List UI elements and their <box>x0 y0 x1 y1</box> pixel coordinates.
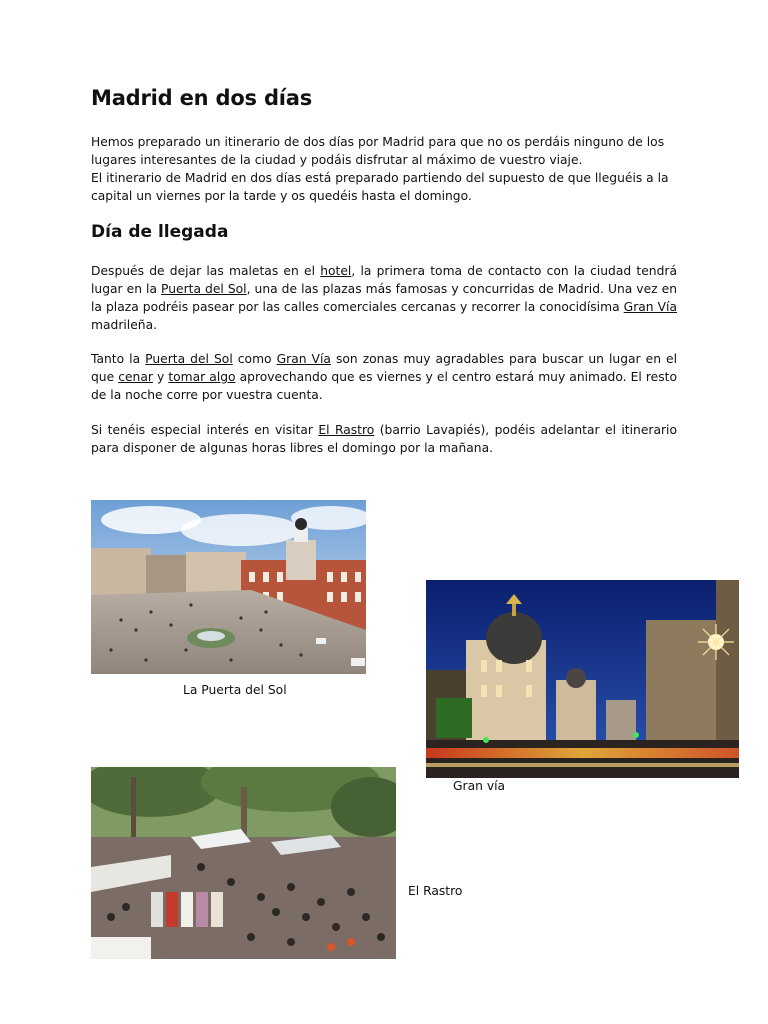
text-run: (barrio Lavapiés), podéis adelantar el itinerario para disponer de algunas horas libres el domingo por la mañana. <box>91 423 677 455</box>
link-tomar-algo[interactable]: tomar algo <box>168 370 236 384</box>
section-title: Día de llegada <box>91 222 229 242</box>
link-el-rastro[interactable]: El Rastro <box>318 423 375 437</box>
text-run: madrileña. <box>91 318 158 332</box>
intro-line-2: El itinerario de Madrid en dos días está preparado partiendo del supuesto de que lleguéis a la capital un viernes por la tarde y os quedéis hasta el domingo. <box>91 171 669 203</box>
puerta-del-sol-photo <box>91 500 366 674</box>
page-title: Madrid en dos días <box>91 86 313 110</box>
text-run: Después de dejar las maletas en el <box>91 264 321 278</box>
text-run: aprovechando que es viernes y el centro estará muy animado. El resto de la noche corre por vuestra cuenta. <box>91 370 677 402</box>
caption-gran-via: Gran vía <box>453 779 506 793</box>
rastro-paragraph <box>91 421 677 457</box>
el-rastro-photo <box>91 767 396 959</box>
intro-paragraph <box>91 133 677 205</box>
link-puerta-del-sol[interactable]: Puerta del Sol <box>161 282 247 296</box>
arrival-paragraph <box>91 262 677 334</box>
link-puerta-del-sol-2[interactable]: Puerta del Sol <box>145 352 233 366</box>
text-run: como <box>232 352 277 366</box>
link-hotel[interactable]: hotel <box>320 264 352 278</box>
text-run: Si tenéis especial interés en visitar <box>91 423 319 437</box>
text-run: Tanto la <box>91 352 146 366</box>
text-run: , una de las plazas más famosas y concurridas de Madrid. Una vez en la plaza podréis pasear por las calles comerciales cercanas y recorrer la conocidísima <box>91 282 677 314</box>
dinner-paragraph <box>91 350 677 404</box>
link-gran-via-2[interactable]: Gran Vía <box>276 352 331 366</box>
text-run: son zonas muy agradables para buscar un lugar en el que <box>91 352 678 384</box>
intro-line-1: Hemos preparado un itinerario de dos días por Madrid para que no os perdáis ninguno de los lugares interesantes de la ciudad y podáis disfrutar al máximo de vuestro viaje. <box>91 135 665 167</box>
gran-via-photo <box>426 580 739 778</box>
link-gran-via[interactable]: Gran Vía <box>623 300 677 314</box>
text-run: , la primera toma de contacto con la ciudad tendrá lugar en la <box>91 264 677 296</box>
caption-puerta-del-sol: La Puerta del Sol <box>183 683 287 697</box>
caption-el-rastro: El Rastro <box>408 884 463 898</box>
link-cenar[interactable]: cenar <box>118 370 153 384</box>
text-run: y <box>152 370 169 384</box>
